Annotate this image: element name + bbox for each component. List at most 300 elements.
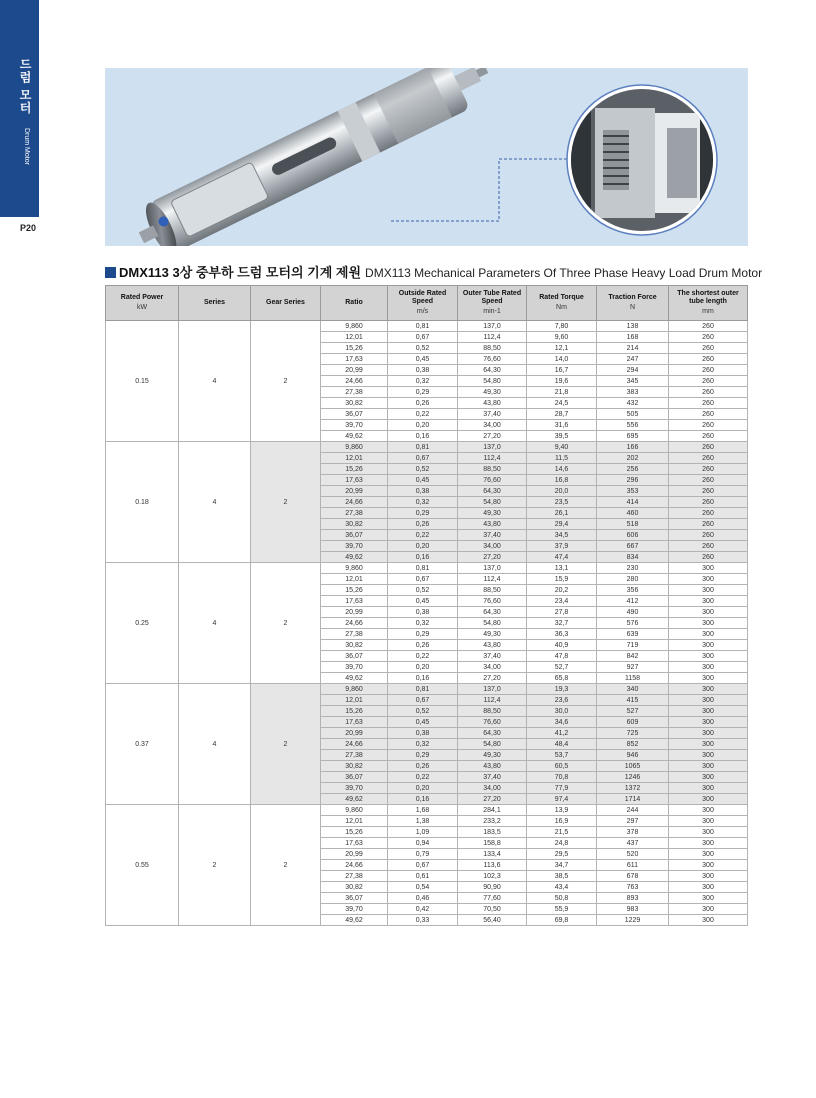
ratio-cell: 20,99 [321,486,388,497]
tube-length-cell: 300 [669,596,748,607]
outside-speed-cell: 0,32 [388,497,458,508]
rated-torque-cell: 28,7 [527,409,597,420]
ratio-cell: 49,62 [321,552,388,563]
tube-speed-cell: 34,00 [458,541,527,552]
ratio-cell: 17,63 [321,354,388,365]
ratio-cell: 12,01 [321,453,388,464]
rated-torque-cell: 52,7 [527,662,597,673]
ratio-cell: 30,82 [321,882,388,893]
tube-length-cell: 300 [669,805,748,816]
tube-length-cell: 260 [669,519,748,530]
tube-length-cell: 300 [669,717,748,728]
tube-length-cell: 260 [669,464,748,475]
heading-title-en: DMX113 Mechanical Parameters Of Three Phase Heavy Load Drum Motor [365,266,763,280]
tube-speed-cell: 102,3 [458,871,527,882]
rated-torque-cell: 39,5 [527,431,597,442]
traction-force-cell: 606 [597,530,669,541]
outside-speed-cell: 0,26 [388,761,458,772]
col-header-tube-speed: Outer Tube Rated Speed min-1 [458,286,527,321]
tube-length-cell: 300 [669,629,748,640]
ratio-cell: 9,860 [321,321,388,332]
series-cell: 4 [179,684,251,805]
tube-length-cell: 260 [669,387,748,398]
tube-speed-cell: 37,40 [458,651,527,662]
power-group [106,684,748,805]
tube-length-cell: 300 [669,618,748,629]
tube-length-cell: 300 [669,684,748,695]
traction-force-cell: 852 [597,739,669,750]
traction-force-cell: 1246 [597,772,669,783]
ratio-cell: 36,07 [321,651,388,662]
traction-force-cell: 946 [597,750,669,761]
rated-torque-cell: 48,4 [527,739,597,750]
rated-torque-cell: 43,4 [527,882,597,893]
outside-speed-cell: 1,09 [388,827,458,838]
ratio-cell: 36,07 [321,530,388,541]
tube-speed-cell: 37,40 [458,530,527,541]
outside-speed-cell: 0,67 [388,860,458,871]
traction-force-cell: 414 [597,497,669,508]
power-group [106,805,748,926]
rated-torque-cell: 21,5 [527,827,597,838]
tube-speed-cell: 76,60 [458,475,527,486]
rated-torque-cell: 7,80 [527,321,597,332]
ratio-cell: 17,63 [321,596,388,607]
tube-length-cell: 260 [669,332,748,343]
tube-speed-cell: 137,0 [458,684,527,695]
col-header-outside-speed: Outside Rated Speed m/s [388,286,458,321]
rated-torque-cell: 50,8 [527,893,597,904]
outside-speed-cell: 0,67 [388,453,458,464]
rated-torque-cell: 97,4 [527,794,597,805]
ratio-cell: 12,01 [321,332,388,343]
outside-speed-cell: 0,45 [388,475,458,486]
tube-length-cell: 260 [669,497,748,508]
spec-table [105,285,748,926]
outside-speed-cell: 0,29 [388,629,458,640]
rated-torque-cell: 20,0 [527,486,597,497]
traction-force-cell: 340 [597,684,669,695]
tube-speed-cell: 88,50 [458,585,527,596]
tube-length-cell: 300 [669,893,748,904]
outside-speed-cell: 0,94 [388,838,458,849]
tube-length-cell: 300 [669,860,748,871]
tube-speed-cell: 34,00 [458,662,527,673]
tube-length-cell: 260 [669,420,748,431]
ratio-cell: 20,99 [321,849,388,860]
rated-torque-cell: 30,0 [527,706,597,717]
rated-torque-cell: 27,8 [527,607,597,618]
traction-force-cell: 356 [597,585,669,596]
traction-force-cell: 719 [597,640,669,651]
outside-speed-cell: 0,26 [388,640,458,651]
ratio-cell: 36,07 [321,893,388,904]
traction-force-cell: 609 [597,717,669,728]
side-tab [0,0,39,217]
ratio-cell: 15,26 [321,706,388,717]
traction-force-cell: 556 [597,420,669,431]
ratio-cell: 9,860 [321,805,388,816]
traction-force-cell: 202 [597,453,669,464]
tube-speed-cell: 37,40 [458,409,527,420]
outside-speed-cell: 0,20 [388,420,458,431]
ratio-cell: 49,62 [321,673,388,684]
rated-torque-cell: 26,1 [527,508,597,519]
rated-torque-cell: 16,7 [527,365,597,376]
tube-speed-cell: 34,00 [458,420,527,431]
tube-length-cell: 300 [669,772,748,783]
traction-force-cell: 1158 [597,673,669,684]
rated-torque-cell: 36,3 [527,629,597,640]
traction-force-cell: 214 [597,343,669,354]
rated-torque-cell: 55,9 [527,904,597,915]
rated-torque-cell: 34,5 [527,530,597,541]
tube-length-cell: 300 [669,827,748,838]
rated-torque-cell: 15,9 [527,574,597,585]
ratio-cell: 27,38 [321,750,388,761]
col-header-gear-series: Gear Series [251,286,321,321]
rated-torque-cell: 53,7 [527,750,597,761]
ratio-cell: 12,01 [321,816,388,827]
outside-speed-cell: 0,32 [388,618,458,629]
series-cell: 4 [179,321,251,442]
outside-speed-cell: 1,38 [388,816,458,827]
tube-length-cell: 300 [669,651,748,662]
series-cell: 4 [179,442,251,563]
ratio-cell: 12,01 [321,695,388,706]
table-row [106,321,748,332]
tube-speed-cell: 64,30 [458,365,527,376]
outside-speed-cell: 0,67 [388,695,458,706]
outside-speed-cell: 0,52 [388,343,458,354]
col-header-tube-length: The shortest outer tube length mm [669,286,748,321]
tube-speed-cell: 112,4 [458,695,527,706]
rated-torque-cell: 23,6 [527,695,597,706]
rated-torque-cell: 29,4 [527,519,597,530]
ratio-cell: 20,99 [321,365,388,376]
rated-torque-cell: 24,5 [527,398,597,409]
traction-force-cell: 505 [597,409,669,420]
ratio-cell: 9,860 [321,563,388,574]
traction-force-cell: 256 [597,464,669,475]
tube-length-cell: 260 [669,552,748,563]
tube-speed-cell: 27,20 [458,673,527,684]
tube-speed-cell: 49,30 [458,387,527,398]
outside-speed-cell: 0,54 [388,882,458,893]
outside-speed-cell: 0,20 [388,541,458,552]
tube-speed-cell: 64,30 [458,486,527,497]
outside-speed-cell: 0,26 [388,398,458,409]
tube-speed-cell: 64,30 [458,728,527,739]
ratio-cell: 15,26 [321,343,388,354]
tube-speed-cell: 49,30 [458,508,527,519]
outside-speed-cell: 1,68 [388,805,458,816]
tube-speed-cell: 27,20 [458,431,527,442]
tube-length-cell: 260 [669,475,748,486]
rated-torque-cell: 29,5 [527,849,597,860]
ratio-cell: 17,63 [321,475,388,486]
gear-series-cell: 2 [251,442,321,563]
gear-series-cell: 2 [251,563,321,684]
tube-speed-cell: 54,80 [458,618,527,629]
tube-speed-cell: 284,1 [458,805,527,816]
traction-force-cell: 460 [597,508,669,519]
tube-length-cell: 260 [669,453,748,464]
rated-torque-cell: 38,5 [527,871,597,882]
ratio-cell: 27,38 [321,871,388,882]
tube-length-cell: 300 [669,794,748,805]
tube-length-cell: 300 [669,563,748,574]
rated-torque-cell: 9,40 [527,442,597,453]
tube-length-cell: 260 [669,530,748,541]
traction-force-cell: 1714 [597,794,669,805]
tube-length-cell: 260 [669,354,748,365]
traction-force-cell: 1229 [597,915,669,926]
outside-speed-cell: 0,22 [388,409,458,420]
traction-force-cell: 725 [597,728,669,739]
ratio-cell: 39,70 [321,420,388,431]
outside-speed-cell: 0,20 [388,662,458,673]
gear-series-cell: 2 [251,684,321,805]
tube-speed-cell: 88,50 [458,343,527,354]
rated-torque-cell: 21,8 [527,387,597,398]
tube-speed-cell: 34,00 [458,783,527,794]
outside-speed-cell: 0,20 [388,783,458,794]
rated-torque-cell: 24,8 [527,838,597,849]
rated-torque-cell: 13,9 [527,805,597,816]
tube-length-cell: 260 [669,508,748,519]
table-row [106,563,748,574]
tube-speed-cell: 43,80 [458,519,527,530]
ratio-cell: 27,38 [321,508,388,519]
outside-speed-cell: 0,67 [388,332,458,343]
heading-title-kr: DMX113 3상 중부하 드럼 모터의 기계 제원 [119,265,362,280]
traction-force-cell: 1065 [597,761,669,772]
rated-torque-cell: 47,4 [527,552,597,563]
traction-force-cell: 383 [597,387,669,398]
rated-torque-cell: 77,9 [527,783,597,794]
series-cell: 4 [179,563,251,684]
tube-speed-cell: 27,20 [458,552,527,563]
tube-speed-cell: 113,6 [458,860,527,871]
outside-speed-cell: 0,16 [388,431,458,442]
tube-length-cell: 300 [669,585,748,596]
tube-speed-cell: 70,50 [458,904,527,915]
tube-length-cell: 300 [669,695,748,706]
tube-length-cell: 300 [669,761,748,772]
side-tab-title-en: Drum Motor [23,128,30,165]
tube-speed-cell: 49,30 [458,629,527,640]
ratio-cell: 49,62 [321,915,388,926]
ratio-cell: 30,82 [321,761,388,772]
tube-speed-cell: 133,4 [458,849,527,860]
traction-force-cell: 611 [597,860,669,871]
rated-power-cell: 0.15 [106,321,179,442]
tube-speed-cell: 88,50 [458,706,527,717]
rated-torque-cell: 37,9 [527,541,597,552]
tube-length-cell: 300 [669,640,748,651]
outside-speed-cell: 0,81 [388,684,458,695]
tube-speed-cell: 233,2 [458,816,527,827]
outside-speed-cell: 0,81 [388,563,458,574]
side-tab-title-kr: 드럼 모터 [18,58,32,115]
tube-speed-cell: 76,60 [458,354,527,365]
tube-length-cell: 260 [669,486,748,497]
power-group [106,563,748,684]
traction-force-cell: 247 [597,354,669,365]
tube-length-cell: 300 [669,871,748,882]
ratio-cell: 39,70 [321,541,388,552]
tube-speed-cell: 54,80 [458,497,527,508]
outside-speed-cell: 0,46 [388,893,458,904]
tube-length-cell: 300 [669,574,748,585]
traction-force-cell: 378 [597,827,669,838]
traction-force-cell: 230 [597,563,669,574]
ratio-cell: 20,99 [321,607,388,618]
tube-speed-cell: 112,4 [458,453,527,464]
ratio-cell: 20,99 [321,728,388,739]
tube-length-cell: 300 [669,662,748,673]
tube-speed-cell: 77,60 [458,893,527,904]
tube-speed-cell: 43,80 [458,640,527,651]
ratio-cell: 24,66 [321,376,388,387]
tube-length-cell: 300 [669,904,748,915]
rated-torque-cell: 16,9 [527,816,597,827]
ratio-cell: 17,63 [321,717,388,728]
tube-length-cell: 300 [669,915,748,926]
traction-force-cell: 415 [597,695,669,706]
tube-speed-cell: 76,60 [458,717,527,728]
rated-torque-cell: 14,6 [527,464,597,475]
rated-torque-cell: 60,5 [527,761,597,772]
traction-force-cell: 639 [597,629,669,640]
traction-force-cell: 678 [597,871,669,882]
tube-speed-cell: 137,0 [458,321,527,332]
outside-speed-cell: 0,22 [388,651,458,662]
traction-force-cell: 168 [597,332,669,343]
gear-series-cell: 2 [251,321,321,442]
ratio-cell: 9,860 [321,442,388,453]
tube-speed-cell: 37,40 [458,772,527,783]
ratio-cell: 15,26 [321,464,388,475]
traction-force-cell: 294 [597,365,669,376]
rated-torque-cell: 19,3 [527,684,597,695]
rated-torque-cell: 70,8 [527,772,597,783]
outside-speed-cell: 0,26 [388,519,458,530]
ratio-cell: 30,82 [321,398,388,409]
product-photo [105,68,748,246]
outside-speed-cell: 0,16 [388,552,458,563]
outside-speed-cell: 0,38 [388,365,458,376]
col-header-rated-power: Rated Power kW [106,286,179,321]
traction-force-cell: 432 [597,398,669,409]
tube-speed-cell: 49,30 [458,750,527,761]
rated-torque-cell: 9,60 [527,332,597,343]
tube-length-cell: 300 [669,607,748,618]
traction-force-cell: 244 [597,805,669,816]
tube-speed-cell: 90,90 [458,882,527,893]
outside-speed-cell: 0,52 [388,464,458,475]
tube-speed-cell: 54,80 [458,739,527,750]
tube-speed-cell: 64,30 [458,607,527,618]
outside-speed-cell: 0,81 [388,442,458,453]
outside-speed-cell: 0,22 [388,772,458,783]
ratio-cell: 15,26 [321,827,388,838]
tube-length-cell: 260 [669,398,748,409]
rated-torque-cell: 20,2 [527,585,597,596]
ratio-cell: 39,70 [321,783,388,794]
rated-power-cell: 0.25 [106,563,179,684]
outside-speed-cell: 0,52 [388,706,458,717]
tube-speed-cell: 76,60 [458,596,527,607]
rated-torque-cell: 40,9 [527,640,597,651]
ratio-cell: 36,07 [321,409,388,420]
traction-force-cell: 834 [597,552,669,563]
tube-length-cell: 300 [669,673,748,684]
series-cell: 2 [179,805,251,926]
rated-torque-cell: 65,8 [527,673,597,684]
traction-force-cell: 527 [597,706,669,717]
rated-torque-cell: 23,5 [527,497,597,508]
rated-torque-cell: 14,0 [527,354,597,365]
tube-speed-cell: 43,80 [458,761,527,772]
col-header-rated-torque: Rated Torque Nm [527,286,597,321]
traction-force-cell: 345 [597,376,669,387]
outside-speed-cell: 0,67 [388,574,458,585]
tube-length-cell: 260 [669,409,748,420]
traction-force-cell: 842 [597,651,669,662]
outside-speed-cell: 0,29 [388,750,458,761]
outside-speed-cell: 0,32 [388,376,458,387]
traction-force-cell: 353 [597,486,669,497]
rated-torque-cell: 69,8 [527,915,597,926]
rated-torque-cell: 31,6 [527,420,597,431]
traction-force-cell: 763 [597,882,669,893]
rated-torque-cell: 32,7 [527,618,597,629]
traction-force-cell: 518 [597,519,669,530]
ratio-cell: 27,38 [321,629,388,640]
rated-torque-cell: 11,5 [527,453,597,464]
tube-speed-cell: 56,40 [458,915,527,926]
ratio-cell: 24,66 [321,739,388,750]
ratio-cell: 49,62 [321,794,388,805]
tube-speed-cell: 112,4 [458,332,527,343]
rated-torque-cell: 34,7 [527,860,597,871]
outside-speed-cell: 0,38 [388,728,458,739]
tube-speed-cell: 183,5 [458,827,527,838]
traction-force-cell: 280 [597,574,669,585]
ratio-cell: 12,01 [321,574,388,585]
outside-speed-cell: 0,38 [388,486,458,497]
tube-speed-cell: 43,80 [458,398,527,409]
ratio-cell: 24,66 [321,860,388,871]
rated-power-cell: 0.37 [106,684,179,805]
traction-force-cell: 412 [597,596,669,607]
traction-force-cell: 1372 [597,783,669,794]
rated-torque-cell: 34,6 [527,717,597,728]
traction-force-cell: 695 [597,431,669,442]
heading-square-icon [105,267,116,278]
traction-force-cell: 437 [597,838,669,849]
tube-speed-cell: 158,8 [458,838,527,849]
traction-force-cell: 138 [597,321,669,332]
outside-speed-cell: 0,33 [388,915,458,926]
traction-force-cell: 927 [597,662,669,673]
ratio-cell: 49,62 [321,431,388,442]
outside-speed-cell: 0,29 [388,508,458,519]
outside-speed-cell: 0,16 [388,673,458,684]
rated-torque-cell: 16,8 [527,475,597,486]
